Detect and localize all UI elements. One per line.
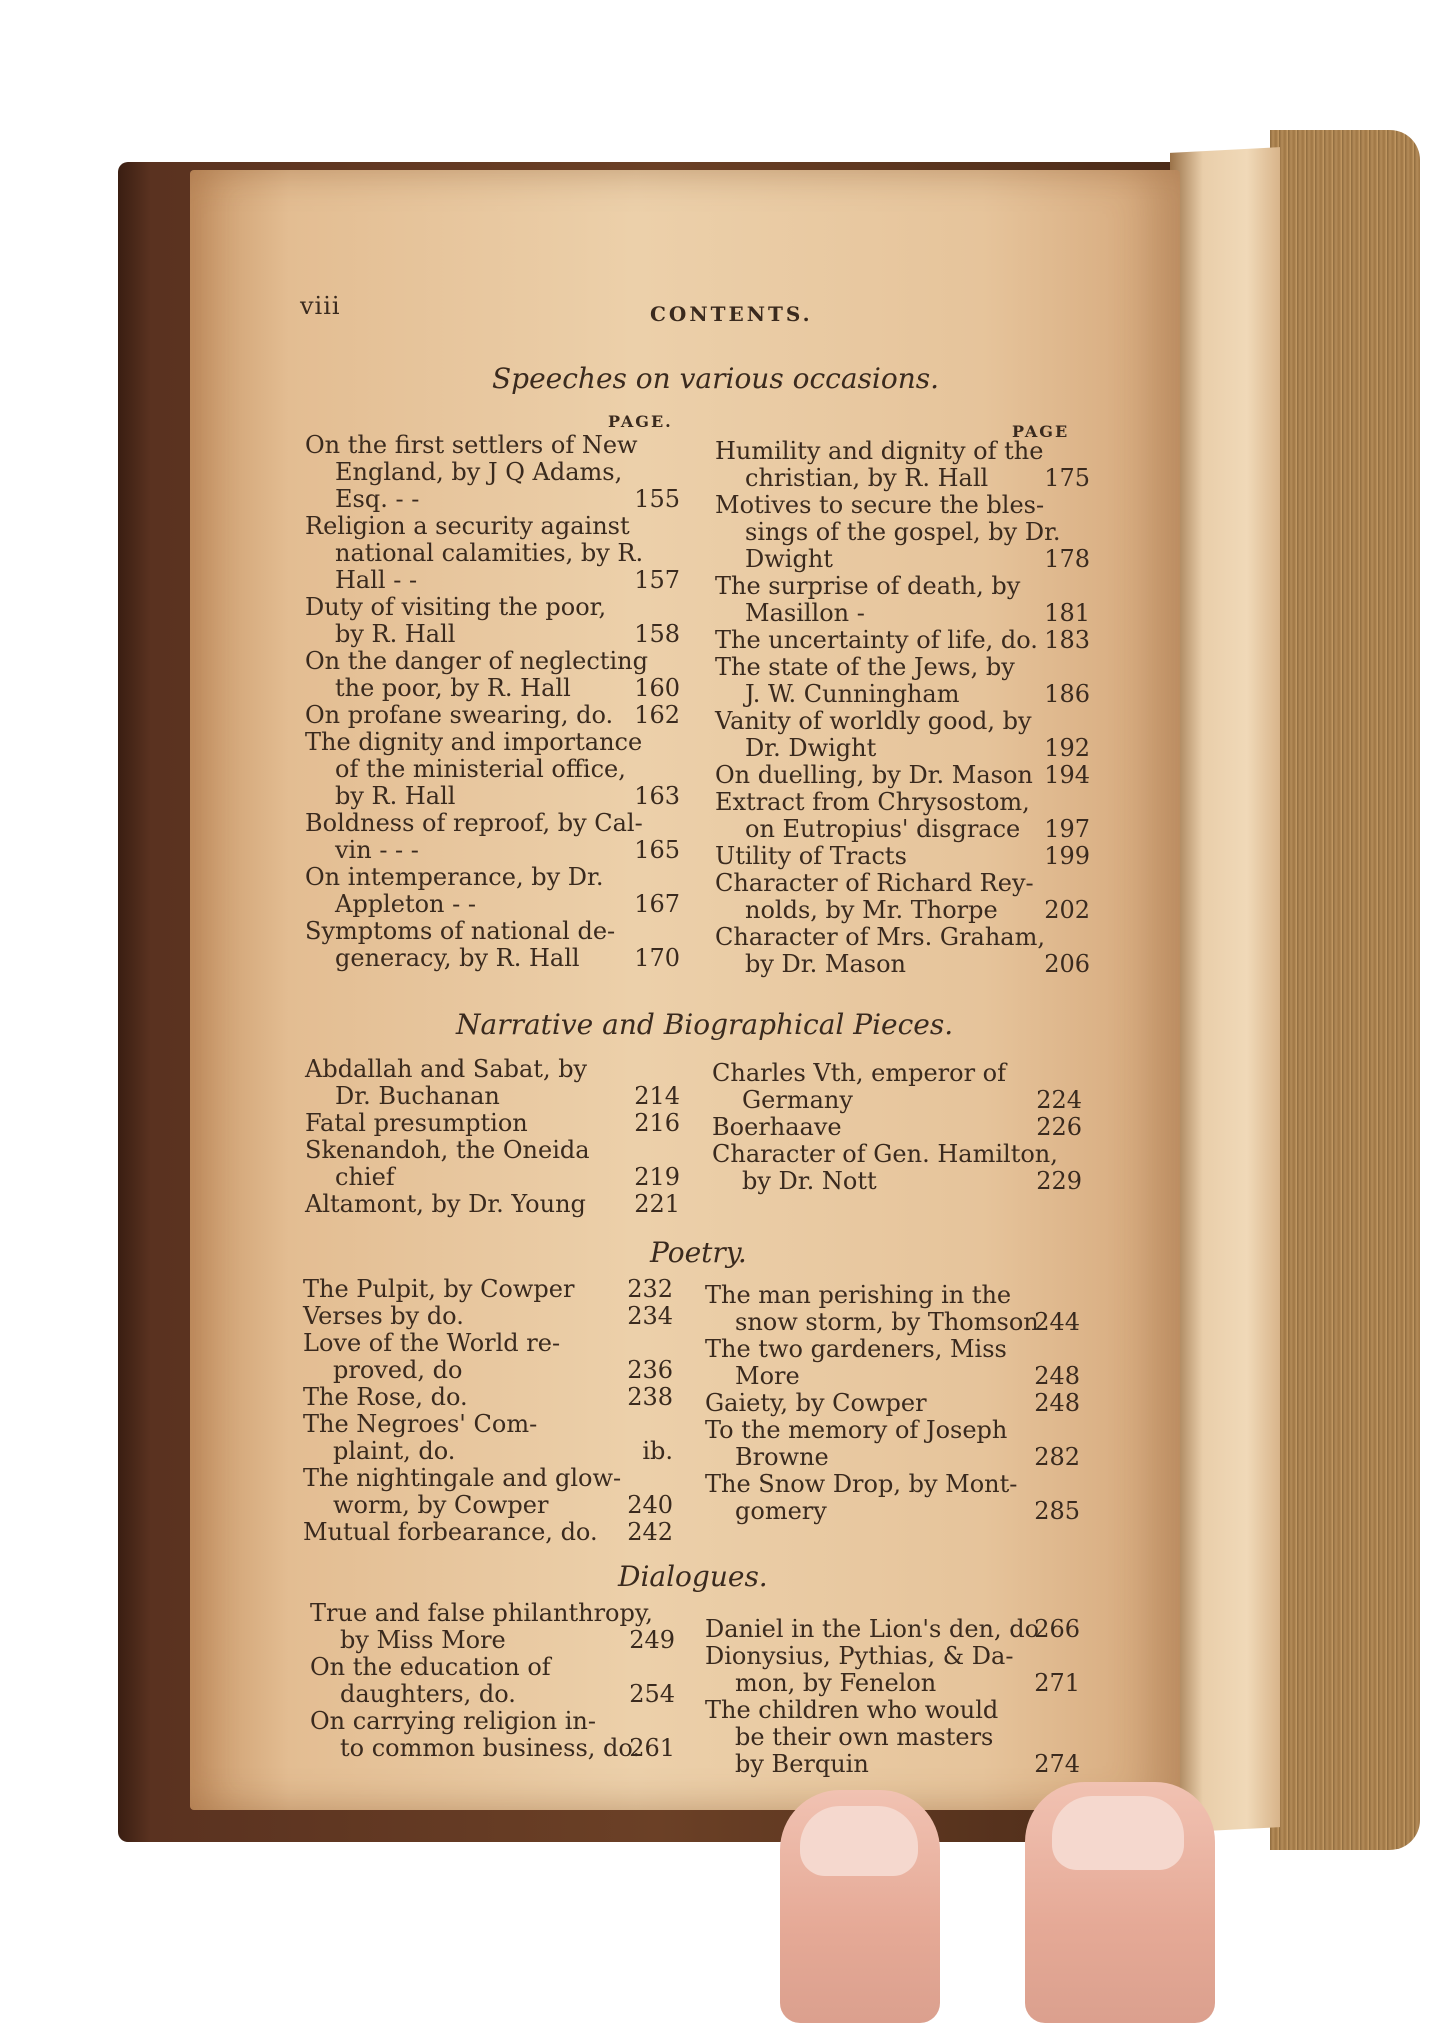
toc-entry-line: by Miss More [340, 1626, 506, 1654]
toc-entry-line: The surprise of death, by [715, 572, 1021, 600]
toc-entry-line: Abdallah and Sabat, by [305, 1055, 588, 1083]
toc-entry-line: Verses by do. [303, 1302, 464, 1330]
toc-page-number: 240 [627, 1491, 673, 1519]
toc-page-number: 274 [1034, 1750, 1080, 1778]
toc-page-number: 202 [1044, 896, 1090, 924]
toc-entry-line: Germany [742, 1086, 853, 1114]
toc-entry [305, 1110, 680, 1137]
dialogues-right-column [705, 1616, 1080, 1778]
toc-entry [715, 627, 1090, 654]
toc-entry-line: Esq. - - [335, 485, 420, 513]
toc-page-number: 266 [1034, 1615, 1080, 1643]
toc-entry-line: The dignity and importance [305, 728, 643, 756]
toc-entry-line: The Rose, do. [303, 1383, 468, 1411]
toc-entry-line: On the education of [310, 1653, 551, 1681]
toc-page-number: 192 [1044, 734, 1090, 762]
toc-entry [305, 594, 680, 648]
toc-entry-line: of the ministerial office, [335, 755, 626, 783]
toc-page-number: 234 [627, 1302, 673, 1330]
speeches-left-column [305, 432, 680, 972]
toc-entry-line: Duty of visiting the poor, [305, 593, 607, 621]
toc-entry [305, 729, 680, 810]
toc-page-number: 155 [634, 485, 680, 513]
running-head: CONTENTS. [650, 302, 813, 326]
section-title-dialogues: Dialogues. [618, 1560, 768, 1593]
toc-page-number: 199 [1044, 842, 1090, 870]
section-title-speeches: Speeches on various occasions. [492, 362, 940, 395]
toc-entry-line: Hall - - [335, 566, 418, 594]
toc-entry-line: J. W. Cunningham [745, 680, 960, 708]
toc-entry-line: be their own masters [735, 1723, 994, 1751]
toc-page-number: 167 [634, 890, 680, 918]
section-title-poetry: Poetry. [650, 1236, 747, 1269]
narrative-right-column [712, 1060, 1082, 1195]
toc-entry-line: Mutual forbearance, do. [303, 1518, 598, 1546]
toc-entry-line: The nightingale and glow- [303, 1464, 622, 1492]
fingernail-right [1052, 1796, 1184, 1870]
toc-entry-line: The man perishing in the [705, 1281, 1012, 1309]
toc-entry-line: vin - - - [335, 836, 419, 864]
toc-entry-line: On the danger of neglecting [305, 647, 648, 675]
toc-entry-line: Dionysius, Pythias, & Da- [705, 1642, 1014, 1670]
toc-entry-line: mon, by Fenelon [735, 1669, 937, 1697]
toc-entry-line: Browne [735, 1443, 829, 1471]
toc-entry [712, 1114, 1082, 1141]
toc-entry [305, 810, 680, 864]
toc-page-number: 162 [634, 701, 680, 729]
toc-entry-line: Utility of Tracts [715, 842, 907, 870]
page-number: viii [300, 292, 341, 320]
toc-entry-line: The children who would [705, 1696, 999, 1724]
toc-entry-line: Extract from Chrysostom, [715, 788, 1030, 816]
toc-entry [305, 1137, 680, 1191]
toc-page-number: 181 [1044, 599, 1090, 627]
toc-entry-line: national calamities, by R. [335, 539, 644, 567]
toc-entry-line: sings of the gospel, by Dr. [745, 518, 1061, 546]
toc-entry-line: Symptoms of national de- [305, 917, 616, 945]
toc-entry [303, 1519, 673, 1546]
toc-page-number: 236 [627, 1356, 673, 1384]
toc-entry-line: snow storm, by Thomson [735, 1308, 1039, 1336]
toc-page-number: 224 [1036, 1086, 1082, 1114]
toc-page-number: 254 [629, 1680, 675, 1708]
toc-entry [705, 1616, 1080, 1643]
toc-page-number: 160 [634, 674, 680, 702]
toc-entry [715, 843, 1090, 870]
toc-entry-line: Gaiety, by Cowper [705, 1389, 927, 1417]
toc-entry-line: The Pulpit, by Cowper [303, 1275, 575, 1303]
toc-entry-line: Love of the World re- [303, 1329, 561, 1357]
toc-entry-line: Religion a security against [305, 512, 630, 540]
toc-entry [310, 1654, 675, 1708]
toc-entry [715, 492, 1090, 573]
section-title-narrative: Narrative and Biographical Pieces. [456, 1008, 954, 1041]
toc-entry-line: On intemperance, by Dr. [305, 863, 604, 891]
toc-entry-line: Appleton - - [335, 890, 476, 918]
toc-entry [303, 1465, 673, 1519]
toc-page-number: 157 [634, 566, 680, 594]
toc-entry [715, 762, 1090, 789]
poetry-right-column [705, 1282, 1080, 1525]
toc-entry-line: Boldness of reproof, by Cal- [305, 809, 643, 837]
toc-entry-line: worm, by Cowper [333, 1491, 549, 1519]
toc-entry-line: by Dr. Mason [745, 950, 906, 978]
toc-entry [705, 1417, 1080, 1471]
toc-entry-line: Altamont, by Dr. Young [305, 1190, 586, 1218]
toc-page-number: 197 [1044, 815, 1090, 843]
toc-entry [705, 1471, 1080, 1525]
toc-entry-line: proved, do [333, 1356, 463, 1384]
toc-entry-line: by Dr. Nott [742, 1167, 877, 1195]
toc-entry-line: by R. Hall [335, 620, 456, 648]
toc-entry-line: True and false philanthropy, [310, 1599, 653, 1627]
toc-entry-line: nolds, by Mr. Thorpe [745, 896, 998, 924]
toc-entry-line: On carrying religion in- [310, 1707, 596, 1735]
toc-entry [715, 654, 1090, 708]
toc-entry [705, 1643, 1080, 1697]
toc-entry [305, 864, 680, 918]
dialogues-left-column [310, 1600, 675, 1762]
left-page-column-label: PAGE. [608, 412, 673, 431]
toc-entry [712, 1060, 1082, 1114]
toc-entry [303, 1330, 673, 1384]
toc-entry [303, 1384, 673, 1411]
toc-entry-line: Motives to secure the bles- [715, 491, 1045, 519]
toc-page-number: 221 [634, 1190, 680, 1218]
toc-entry-line: On profane swearing, do. [305, 701, 614, 729]
toc-page-number: 248 [1034, 1389, 1080, 1417]
toc-entry-line: christian, by R. Hall [745, 464, 989, 492]
toc-entry-line: Dr. Buchanan [335, 1082, 500, 1110]
toc-entry-line: More [735, 1362, 800, 1390]
toc-page-number: 261 [629, 1734, 675, 1762]
toc-page-number: 232 [627, 1275, 673, 1303]
toc-entry-line: by Berquin [735, 1750, 869, 1778]
toc-entry-line: The Negroes' Com- [303, 1410, 538, 1438]
toc-entry-line: England, by J Q Adams, [335, 458, 623, 486]
toc-page-number: 214 [634, 1082, 680, 1110]
toc-page-number: 238 [627, 1383, 673, 1411]
toc-entry-line: on Eutropius' disgrace [745, 815, 1021, 843]
book-page-edges [1270, 130, 1420, 1850]
toc-entry [712, 1141, 1082, 1195]
toc-page-number: 178 [1044, 545, 1090, 573]
toc-entry-line: The two gardeners, Miss [705, 1335, 1007, 1363]
poetry-left-column [303, 1276, 673, 1546]
fingernail-left [800, 1806, 918, 1876]
toc-entry [305, 702, 680, 729]
toc-page-number: 242 [627, 1518, 673, 1546]
toc-entry-line: to common business, do. [340, 1734, 641, 1762]
toc-entry-line: Character of Richard Rey- [715, 869, 1034, 897]
toc-page-number: 229 [1036, 1167, 1082, 1195]
toc-entry [715, 870, 1090, 924]
toc-page-number: 248 [1034, 1362, 1080, 1390]
toc-entry [705, 1282, 1080, 1336]
toc-entry-line: daughters, do. [340, 1680, 516, 1708]
toc-page-number: 226 [1036, 1113, 1082, 1141]
toc-page-number: 183 [1044, 626, 1090, 654]
toc-entry-line: The Snow Drop, by Mont- [705, 1470, 1018, 1498]
toc-entry [305, 1191, 680, 1218]
toc-page-number: 186 [1044, 680, 1090, 708]
toc-page-number: 175 [1044, 464, 1090, 492]
toc-entry-line: On duelling, by Dr. Mason [715, 761, 1033, 789]
toc-entry-line: Vanity of worldly good, by [715, 707, 1032, 735]
toc-entry [715, 708, 1090, 762]
toc-entry-line: The uncertainty of life, do. [715, 626, 1038, 654]
toc-entry-line: Character of Gen. Hamilton, [712, 1140, 1058, 1168]
toc-entry-line: by R. Hall [335, 782, 456, 810]
toc-entry-line: plaint, do. [333, 1437, 456, 1465]
facing-page [1170, 147, 1280, 1833]
toc-entry-line: Fatal presumption [305, 1109, 528, 1137]
toc-entry [715, 924, 1090, 978]
toc-entry [310, 1708, 675, 1762]
toc-entry-line: To the memory of Joseph [705, 1416, 1008, 1444]
toc-page-number: 282 [1034, 1443, 1080, 1471]
toc-entry-line: the poor, by R. Hall [335, 674, 571, 702]
toc-entry [715, 438, 1090, 492]
toc-entry [715, 789, 1090, 843]
toc-entry-line: The state of the Jews, by [715, 653, 1015, 681]
toc-entry-line: On the first settlers of New [305, 431, 638, 459]
toc-entry-line: Humility and dignity of the [715, 437, 1044, 465]
narrative-left-column [305, 1056, 680, 1218]
toc-entry [705, 1697, 1080, 1778]
toc-entry [305, 432, 680, 513]
toc-page-number: 271 [1034, 1669, 1080, 1697]
toc-entry [305, 513, 680, 594]
toc-entry [303, 1276, 673, 1303]
toc-entry [705, 1336, 1080, 1390]
toc-page-number: 165 [634, 836, 680, 864]
toc-entry-line: Dr. Dwight [745, 734, 877, 762]
toc-entry [705, 1390, 1080, 1417]
toc-entry-line: Character of Mrs. Graham, [715, 923, 1045, 951]
toc-entry [303, 1303, 673, 1330]
toc-page-number: 249 [629, 1626, 675, 1654]
toc-page-number: 285 [1034, 1497, 1080, 1525]
toc-entry [310, 1600, 675, 1654]
toc-page-number: 206 [1044, 950, 1090, 978]
toc-entry [303, 1411, 673, 1465]
toc-entry-line: Masillon - [745, 599, 865, 627]
right-page-column-label: PAGE [1012, 422, 1070, 441]
toc-entry [305, 1056, 680, 1110]
toc-page-number: ib. [642, 1437, 673, 1465]
toc-page-number: 244 [1034, 1308, 1080, 1336]
toc-entry-line: Daniel in the Lion's den, do [705, 1615, 1040, 1643]
toc-page-number: 216 [634, 1109, 680, 1137]
toc-entry-line: Dwight [745, 545, 833, 573]
toc-entry [715, 573, 1090, 627]
toc-entry-line: Skenandoh, the Oneida [305, 1136, 590, 1164]
toc-entry-line: Boerhaave [712, 1113, 842, 1141]
toc-entry [305, 648, 680, 702]
toc-entry [305, 918, 680, 972]
toc-page-number: 194 [1044, 761, 1090, 789]
toc-entry-line: Charles Vth, emperor of [712, 1059, 1006, 1087]
toc-page-number: 158 [634, 620, 680, 648]
speeches-right-column [715, 438, 1090, 978]
toc-entry-line: gomery [735, 1497, 827, 1525]
toc-page-number: 170 [634, 944, 680, 972]
toc-page-number: 163 [634, 782, 680, 810]
toc-entry-line: chief [335, 1163, 395, 1191]
toc-page-number: 219 [634, 1163, 680, 1191]
toc-entry-line: generacy, by R. Hall [335, 944, 580, 972]
